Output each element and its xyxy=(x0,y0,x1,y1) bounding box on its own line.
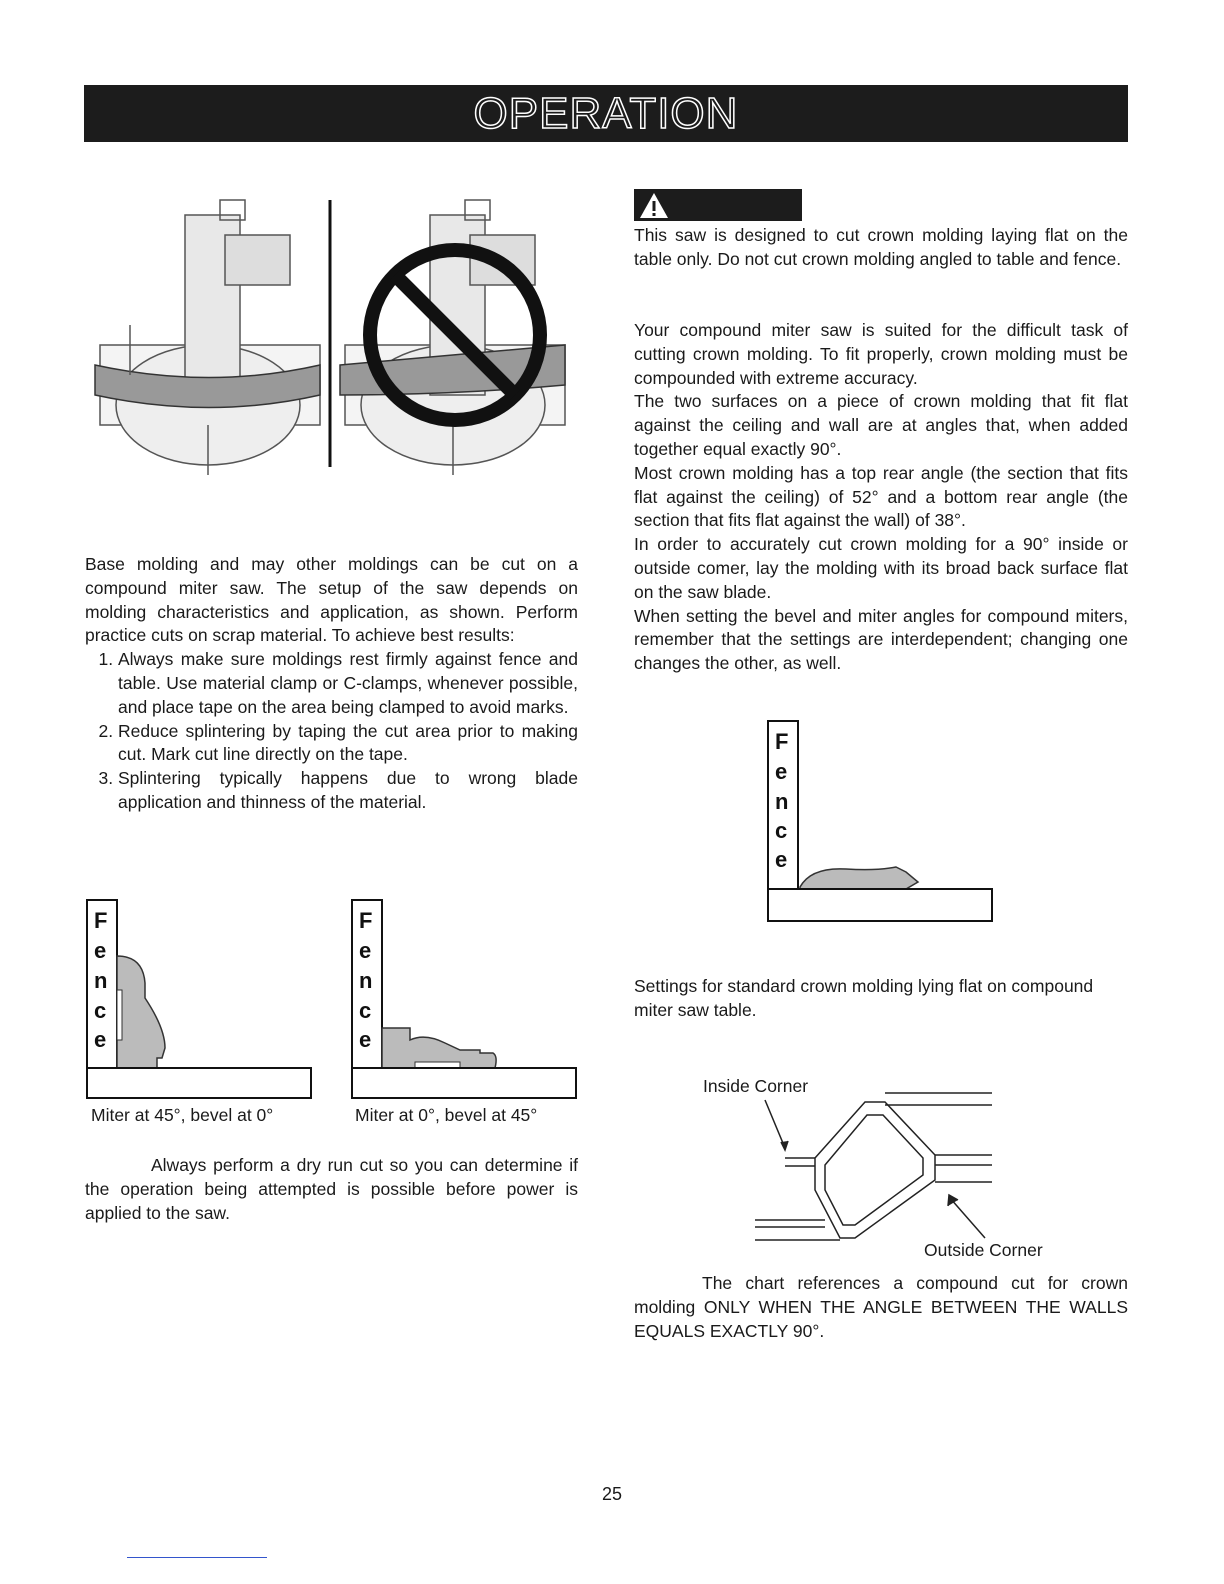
fence-letter: n xyxy=(775,789,789,814)
fence-letter: c xyxy=(775,818,788,843)
fence-letter: n xyxy=(359,968,373,993)
paragraph: The two surfaces on a piece of crown molding that fit flat against the ceiling and wall are at angles that, when added together equal exactly 90°. xyxy=(634,391,1128,459)
base-molding-instructions xyxy=(85,553,578,815)
warning-text: This saw is designed to cut crown molding laying flat on the table only. Do not cut crown molding angled to table and fence. xyxy=(634,225,1128,269)
fence-diagram-bevel45 xyxy=(350,898,580,1100)
saw-illustrations xyxy=(90,195,570,480)
chart-reference-note: The chart references a compound cut for crown molding ONLY WHEN THE ANGLE BETWEEN THE WALLS EQUALS EXACTLY 90°. xyxy=(634,1273,1128,1341)
caption-crown: Settings for standard crown molding lying flat on compound miter saw table. xyxy=(634,976,1094,1020)
fence-letter: F xyxy=(94,908,108,933)
caption-miter45: Miter at 45°, bevel at 0° xyxy=(91,1105,274,1125)
inside-corner-label: Inside Corner xyxy=(703,1076,809,1096)
step-item: 1. Always make sure moldings rest firmly against fence and table. Use material clamp or C-clamps, whenever possible, and place tape on the area being clamped to avoid marks. xyxy=(118,648,578,719)
fence-letter: e xyxy=(94,1027,107,1052)
page-number: 25 xyxy=(601,1484,623,1504)
dry-run-note: Always perform a dry run cut so you can determine if the operation being attempted is possible before power is applied to the saw. xyxy=(85,1155,578,1223)
step-item: 2. Reduce splintering by taping the cut area prior to making cut. Mark cut line directly on the tape. xyxy=(118,720,578,768)
warning-label xyxy=(634,189,802,221)
paragraph: Most crown molding has a top rear angle (the section that fits flat against the ceiling) of 52° and a bottom rear angle (the section that fits flat against the wall) of 38°. xyxy=(634,462,1128,531)
crown-molding-info xyxy=(634,319,1128,676)
fence-letter: c xyxy=(359,998,372,1023)
fence-letter: n xyxy=(94,968,108,993)
fence-letter: e xyxy=(775,847,788,872)
page-title: OPERATION xyxy=(473,88,739,138)
fence-letter: c xyxy=(94,998,107,1023)
fence-letter: F xyxy=(775,729,789,754)
paragraph: In order to accurately cut crown molding for a 90° inside or outside comer, lay the molding with its broad back surface flat on the saw blade. xyxy=(634,534,1128,602)
intro-paragraph: Base molding and may other moldings can be cut on a compound miter saw. The setup of the saw depends on molding characteristics and application, as shown. Perform practice cuts on scrap material. To achieve best results: xyxy=(85,554,578,646)
fence-diagram-miter45 xyxy=(85,898,315,1100)
caption-bevel45: Miter at 0°, bevel at 45° xyxy=(355,1105,538,1125)
paragraph: Your compound miter saw is suited for the difficult task of cutting crown molding. To fit properly, crown molding must be compounded with extreme accuracy. xyxy=(634,320,1128,388)
corner-diagram xyxy=(755,1090,995,1250)
fence-letter: e xyxy=(359,938,372,963)
saw-correct-illustration xyxy=(95,200,320,475)
fence-diagram-crown xyxy=(766,719,996,924)
fence-letter: e xyxy=(94,938,107,963)
fence-letter: e xyxy=(775,759,788,784)
fence-letter: F xyxy=(359,908,373,933)
warning-triangle-icon xyxy=(634,189,674,221)
footer-rule xyxy=(127,1557,267,1558)
section-banner xyxy=(84,85,1128,142)
fence-letter: e xyxy=(359,1027,372,1052)
paragraph: When setting the bevel and miter angles for compound miters, remember that the settings are interdependent; changing one changes the other, as well. xyxy=(634,605,1128,674)
outside-corner-label: Outside Corner xyxy=(924,1240,1043,1260)
step-item: 3. Splintering typically happens due to wrong blade application and thinness of the material. xyxy=(118,767,578,815)
